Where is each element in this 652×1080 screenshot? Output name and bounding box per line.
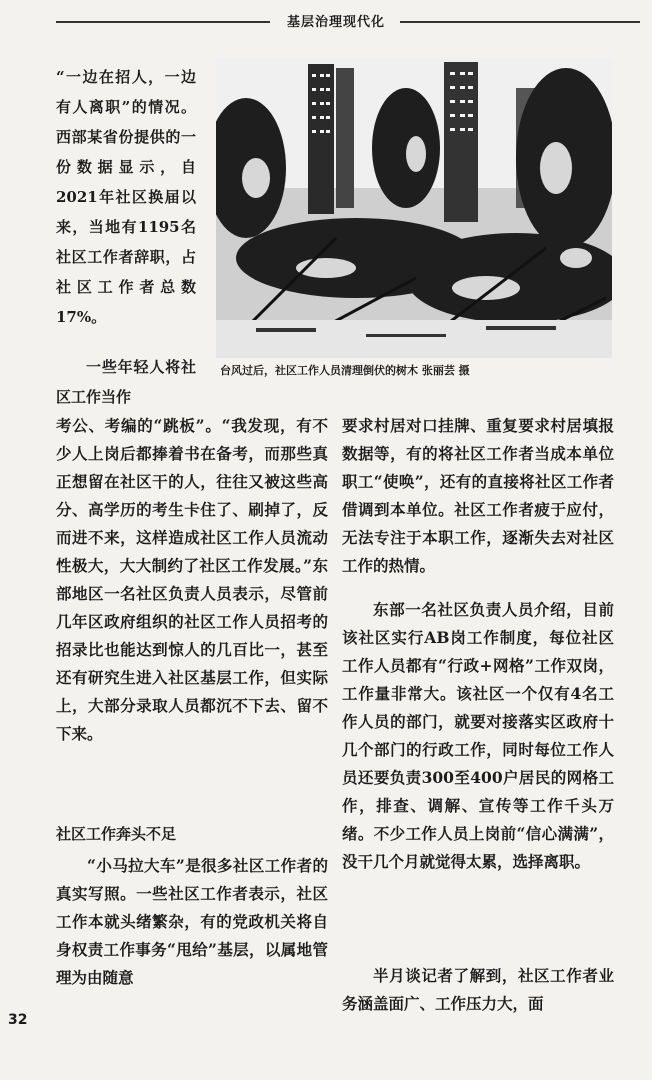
right-paragraph-2: 东部一名社区负责人员介绍，目前该社区实行AB岗工作制度，每位社区工作人员都有“行政+网格”工作双岗，工作量非常大。该社区一个仅有4名工作人员的部门，就要对接落实区政府十几个部门的行政工作，同时每位工作人员还要负责300至400户居民的网格工作，排查、调解、宣传等工作千头万绪。不少工作人员上岗前“信心满满”，没干几个月就觉得太累，选择离职。 [342,600,614,871]
left-paragraph-3: 考公、考编的“跳板”。“我发现，有不少人上岗后都捧着书在备考，而那些真正想留在社区干的人，往往又被这些高分、高学历的考生卡住了、刷掉了，反而进不来，这样造成社区工作人员流动性极大，大大制约了社区工作发展。”东部地区一名社区负责人员表示，尽管前几年区政府组织的社区工作人员招考的招录比也能达到惊人的几百比一，甚至还有研究生进入社区基层工作，但实际上，大部分录取人员都沉不下去、留不下来。 [56,416,328,743]
section-header-title: 基层治理现代化 [286,15,385,30]
right-paragraph-1: 要求村居对口挂牌、重复要求村居填报数据等，有的将社区工作者当成本单位职工“使唤”，还有的直接将社区工作者借调到本单位。社区工作者疲于应付，无法专注于本职工作，逐渐失去对社区工作的热情。 [342,416,614,575]
right-paragraph-3: 半月谈记者了解到，社区工作者业务涵盖面广、工作压力大，面 [342,966,614,1013]
left-paragraph-1: “一边在招人，一边有人离职”的情况。西部某省份提供的一份数据显示，自2021年社区换届以来，当地有1195名社区工作者辞职，占社区工作者总数17%。 [56,68,196,326]
left-paragraph-4: “小马拉大车”是很多社区工作者的真实写照。一些社区工作者表示，社区工作本就头绪繁杂，有的党政机关将自身权责工作事务“甩给”基层，以属地管理为由随意 [56,856,328,987]
section-heading: 社区工作奔头不足 [56,825,177,843]
page-number: 32 [8,1012,28,1028]
article-photo [216,58,612,358]
header-rule-right [400,21,640,23]
header-rule-left [56,21,270,23]
photo-image [216,58,612,358]
photo-caption: 台风过后，社区工作人员清理倒伏的树木 张丽芸 摄 [220,364,470,377]
left-paragraph-2: 一些年轻人将社区工作当作 [56,358,196,406]
